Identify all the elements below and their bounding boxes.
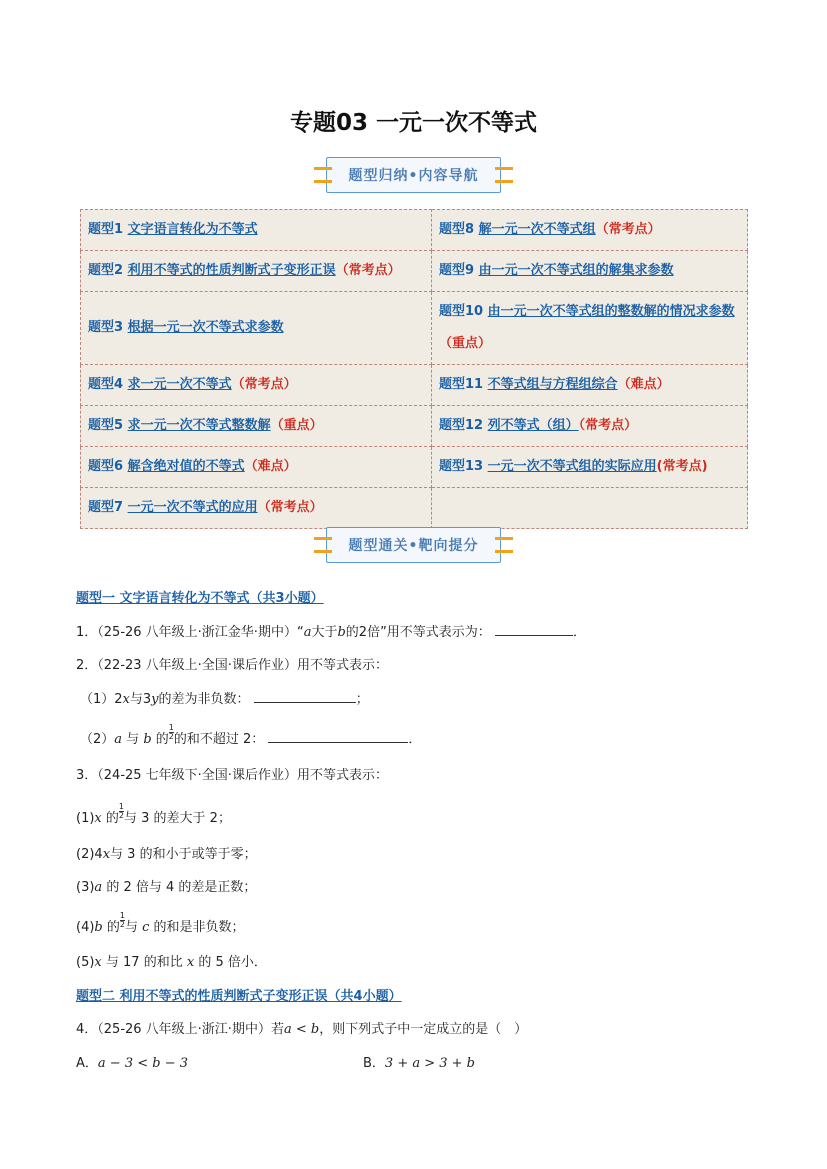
practice-banner-label: 题型通关•靶向提分 <box>326 527 502 563</box>
nav-row <box>81 406 748 447</box>
answer-blank[interactable] <box>495 623 573 636</box>
question-3-part-1: (1)x 的 $\frac{1}{2}$ 与 3 的差大于 2； <box>76 802 231 826</box>
nav-cell <box>81 488 432 529</box>
banner-left-decoration <box>314 167 332 183</box>
topic-label: 题型1 <box>88 222 128 237</box>
practice-banner <box>320 527 508 563</box>
topic-tag: （重点） <box>270 418 323 433</box>
banner-right-decoration <box>495 167 513 183</box>
banner-left-decoration <box>314 537 332 553</box>
nav-cell <box>432 210 748 251</box>
nav-cell <box>81 210 432 251</box>
topic-link[interactable]: 不等式组与方程组综合 <box>487 377 618 392</box>
topic-tag: （常考点） <box>335 263 401 278</box>
topic-label: 题型4 <box>88 377 128 392</box>
nav-cell <box>432 488 748 529</box>
topic-label: 题型6 <box>88 459 128 474</box>
topic-link[interactable]: 求一元一次不等式 <box>127 377 232 392</box>
nav-cell <box>432 406 748 447</box>
question-3: 3．（24-25 七年级下·全国·课后作业）用不等式表示： <box>76 768 388 783</box>
nav-cell <box>432 251 748 292</box>
topic-tag: （重点） <box>439 336 492 351</box>
fraction: $\frac{1}{2}$ <box>118 802 124 820</box>
topic-link[interactable]: 由一元一次不等式组的整数解的情况求参数 <box>487 304 735 319</box>
topic-label: 题型10 <box>439 304 488 319</box>
topic-link[interactable]: 解一元一次不等式组 <box>478 222 596 237</box>
topic-label: 题型12 <box>439 418 488 433</box>
question-2-part-2: （2）a 与 b 的 $\frac{1}{2}$ 的和不超过 2： ． <box>80 723 422 747</box>
nav-cell <box>432 292 748 365</box>
nav-row <box>81 447 748 488</box>
topic-navigation-table <box>80 209 748 529</box>
topic-label: 题型3 <box>88 320 128 335</box>
nav-cell <box>81 406 432 447</box>
topic-link[interactable]: 由一元一次不等式组的解集求参数 <box>478 263 674 278</box>
topic-link[interactable]: 一元一次不等式组的实际应用 <box>487 459 657 474</box>
topic-tag: （难点） <box>617 377 670 392</box>
topic-tag: （常考点） <box>231 377 297 392</box>
section-heading-1[interactable]: 题型一 文字语言转化为不等式（共3小题） <box>76 591 324 606</box>
question-3-part-2: (2)4x与 3 的和小于或等于零； <box>76 847 257 862</box>
nav-row <box>81 292 748 365</box>
nav-row <box>81 488 748 529</box>
topic-link[interactable]: 解含绝对值的不等式 <box>127 459 245 474</box>
topic-link[interactable]: 一元一次不等式的应用 <box>127 500 258 515</box>
option-b[interactable]: B．3 + a > 3 + b <box>363 1056 476 1071</box>
topic-tag: （常考点） <box>257 500 323 515</box>
question-1: 1．（25-26 八年级上·浙江金华·期中）“a大于b的2倍”用不等式表示为： ． <box>76 625 586 640</box>
banner-right-decoration <box>495 537 513 553</box>
topic-link[interactable]: 文字语言转化为不等式 <box>127 222 258 237</box>
nav-cell <box>432 365 748 406</box>
answer-blank[interactable] <box>254 690 356 703</box>
nav-cell <box>81 365 432 406</box>
question-3-part-5: (5)x 与 17 的和比 x 的 5 倍小． <box>76 955 267 970</box>
topic-label: 题型9 <box>439 263 479 278</box>
topic-label: 题型11 <box>439 377 488 392</box>
nav-banner-label: 题型归纳•内容导航 <box>326 157 502 193</box>
topic-link[interactable]: 列不等式（组） <box>487 418 579 433</box>
topic-tag: （常考点） <box>595 222 661 237</box>
topic-tag: (常考点) <box>656 459 708 474</box>
topic-link[interactable]: 求一元一次不等式整数解 <box>127 418 271 433</box>
topic-label: 题型5 <box>88 418 128 433</box>
topic-tag: （常考点） <box>578 418 638 433</box>
nav-banner <box>320 157 508 193</box>
question-3-part-3: (3)a 的 2 倍与 4 的差是正数； <box>76 880 257 895</box>
fraction: $\frac{1}{2}$ <box>119 911 125 929</box>
topic-label: 题型7 <box>88 500 128 515</box>
question-2-part-1: （1）2x与3y的差为非负数： ； <box>80 692 369 707</box>
question-2: 2．（22-23 八年级上·全国·课后作业）用不等式表示： <box>76 658 388 673</box>
fraction: $\frac{1}{2}$ <box>168 723 174 741</box>
section-heading-2[interactable]: 题型二 利用不等式的性质判断式子变形正误（共4小题） <box>76 989 402 1004</box>
topic-tag: （难点） <box>244 459 297 474</box>
nav-row <box>81 251 748 292</box>
topic-link[interactable]: 根据一元一次不等式求参数 <box>127 320 284 335</box>
option-a[interactable]: A．a − 3 < b − 3 <box>76 1056 188 1071</box>
nav-row <box>81 365 748 406</box>
nav-cell <box>81 251 432 292</box>
topic-label: 题型13 <box>439 459 488 474</box>
nav-cell <box>432 447 748 488</box>
nav-cell <box>81 292 432 365</box>
nav-cell <box>81 447 432 488</box>
topic-label: 题型2 <box>88 263 128 278</box>
answer-blank[interactable] <box>268 730 408 743</box>
question-4: 4．（25-26 八年级上·浙江·期中）若a < b，则下列式子中一定成立的是（ ） <box>76 1022 528 1037</box>
nav-row <box>81 210 748 251</box>
topic-label: 题型8 <box>439 222 479 237</box>
topic-link[interactable]: 利用不等式的性质判断式子变形正误 <box>127 263 336 278</box>
page-title: 专题03 一元一次不等式 <box>289 110 537 136</box>
question-3-part-4: (4)b 的 $\frac{1}{2}$ 与 c 的和是非负数； <box>76 911 245 935</box>
